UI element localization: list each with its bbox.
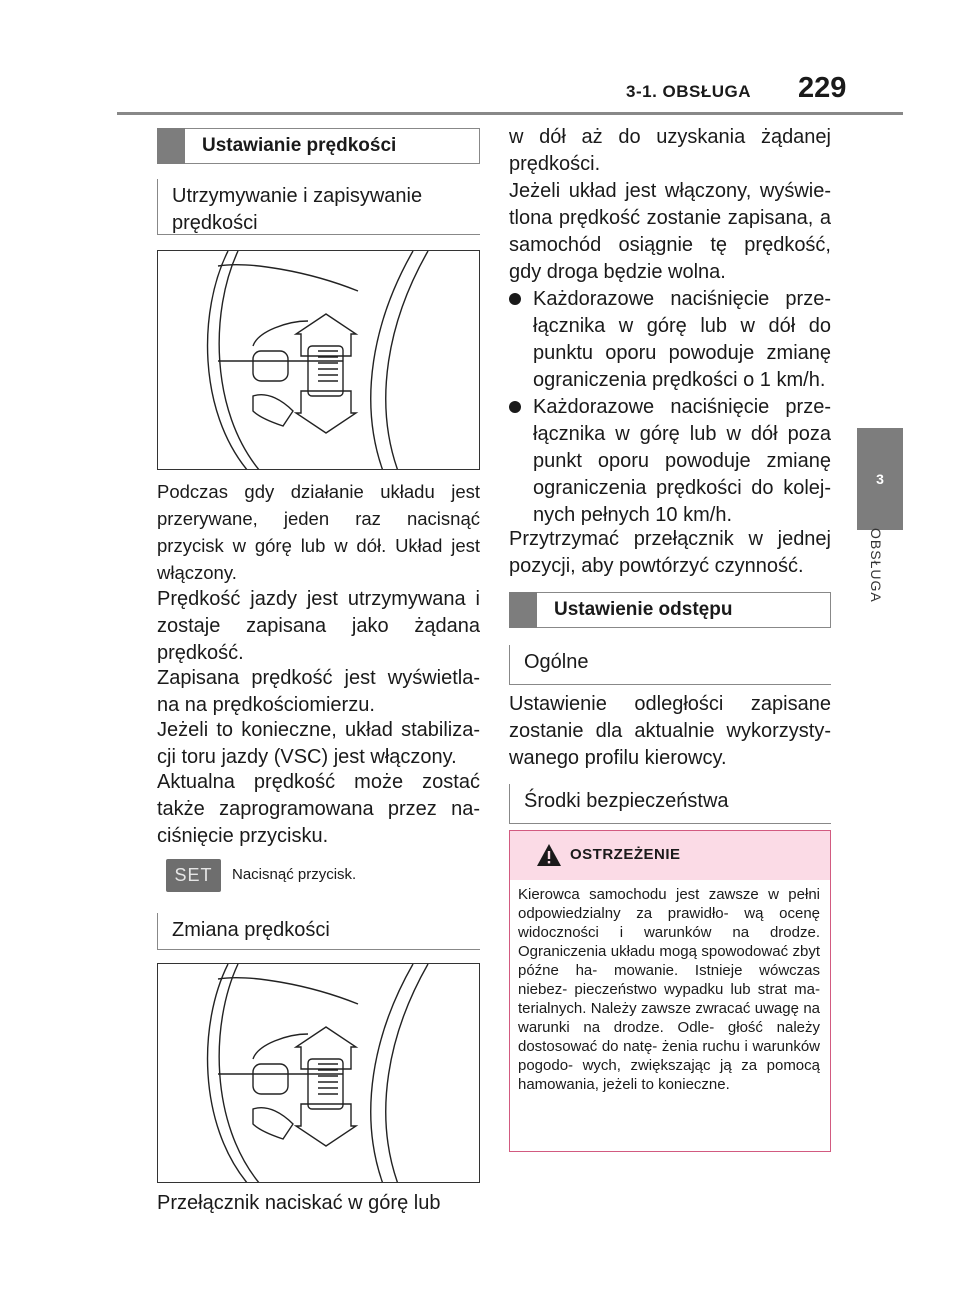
subsection-hold-speed: Utrzymywanie i zapisywanie prędkości <box>157 179 480 235</box>
paragraph: Podczas gdy działanie układu jest przerywane, jeden raz nacisnąć przycisk w górę lub w dół. Układ jest włączony. <box>157 481 480 583</box>
bullet-text: Każdorazowe naciśnięcie prze- łącznika w górę lub w dół do punktu oporu powoduje zmianę ograniczenia prędkości o 1 km/h. <box>533 288 831 391</box>
set-button-icon: SET <box>166 859 221 892</box>
chapter-header: 3-1. OBSŁUGA <box>626 82 752 101</box>
steering-switch-illustration <box>158 964 480 1183</box>
paragraph: Przytrzymać przełącznik w jednej pozycji, aby powtórzyć czynność. <box>509 528 831 577</box>
paragraph: Jeżeli układ jest włączony, wyświe- tlona prędkość zostanie zapisana, a samochód osiągnie tę prędkość, gdy droga będzie wolna. <box>509 180 831 283</box>
bullet-dot-icon <box>509 293 521 305</box>
bullet-item <box>533 286 831 394</box>
section-title: Ustawianie prędkości <box>202 135 397 156</box>
paragraph: Aktualna prędkość może zostać także zaprogramowana przez na- ciśnięcie przycisku. <box>157 771 480 847</box>
bullet-dot-icon <box>509 401 521 413</box>
section-heading-distance <box>509 592 831 628</box>
figure-steering-switch-2 <box>157 963 480 1183</box>
section-marker <box>157 128 185 164</box>
paragraph: Zapisana prędkość jest wyświetla- na na prędkościomierzu. <box>157 667 480 716</box>
figure-steering-switch-1 <box>157 250 480 470</box>
subsection-general: Ogólne <box>509 645 831 685</box>
chapter-tab: 3 <box>857 428 903 530</box>
paragraph: Ustawienie odległości zapisane zostanie dla aktualnie wykorzysty- wanego profilu kierowcy. <box>509 693 831 769</box>
warning-title: OSTRZEŻENIE <box>570 846 681 863</box>
warning-triangle-icon <box>536 843 562 867</box>
paragraph: Przełącznik naciskać w górę lub <box>157 1192 441 1214</box>
section-marker <box>509 592 537 628</box>
steering-switch-illustration <box>158 251 480 470</box>
warning-header <box>510 831 830 880</box>
header-rule <box>117 112 903 115</box>
bullet-text: Każdorazowe naciśnięcie prze- łącznika w górę lub w dół poza punkt oporu powoduje zmianę ograniczenia prędkości do kolej- nych pełnych 10 km/h. <box>533 396 831 526</box>
subsection-change-speed: Zmiana prędkości <box>157 913 480 950</box>
warning-box <box>509 830 831 1152</box>
page-number: 229 <box>798 72 847 104</box>
section-heading-speed <box>157 128 480 164</box>
paragraph: w dół aż do uzyskania żądanej prędkości. <box>509 126 831 175</box>
subsection-safety: Środki bezpieczeństwa <box>509 784 831 824</box>
set-button-caption: Nacisnąć przycisk. <box>232 866 357 883</box>
bullet-item <box>533 394 831 529</box>
paragraph: Jeżeli to konieczne, układ stabiliza- cji toru jazdy (VSC) jest włączony. <box>157 719 480 768</box>
chapter-tab-label: OBSŁUGA <box>868 527 884 603</box>
section-title: Ustawienie odstępu <box>554 599 733 620</box>
warning-text: Kierowca samochodu jest zawsze w pełni odpowiedzialny za prawidło- wą ocenę widoczności i warunków na drodze. Ograniczenia układu mogą spowodować zbyt późne ha- mowanie. Istnieje wówczas niebez- pieczeństwo wypadku lub strat ma- terialnych. Należy zawsze zwracać uwagę na warunki na drodze. Odle- głość należy dostosować do natę- żenia ruchu i warunków pogodo- wych, zwiększając ją za pomocą hamowania, jeżeli to konieczne. <box>518 886 820 1093</box>
paragraph: Prędkość jazdy jest utrzymywana i zostaje zapisana jako żądana prędkość. <box>157 588 480 664</box>
